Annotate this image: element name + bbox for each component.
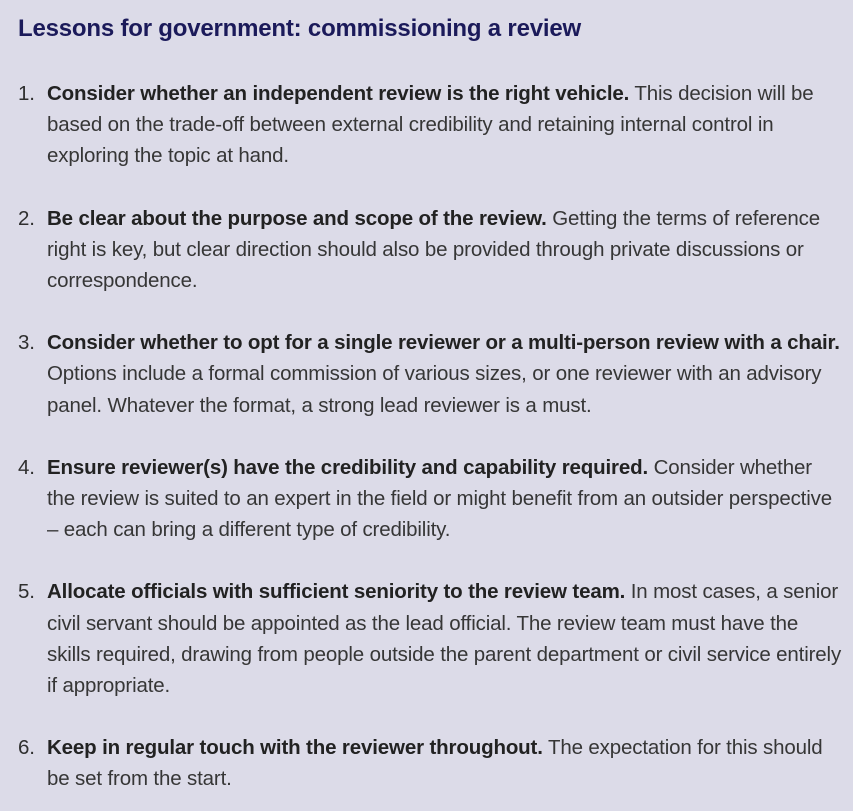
item-number: 3.	[18, 331, 35, 355]
item-text: This decision will be based on the trade-off between external credibility and retaining internal control in exploring the topic at hand.	[47, 82, 814, 168]
item-text: Consider whether the review is suited to an expert in the field or might benefit from an outsider perspective – each can bring a different type of credibility.	[47, 455, 832, 542]
item-heading: Consider whether an independent review is the right vehicle.	[47, 82, 630, 105]
item-heading: Be clear about the purpose and scope of the review.	[47, 206, 547, 230]
list-item	[18, 78, 843, 172]
item-heading: Ensure reviewer(s) have the credibility and capability required.	[47, 455, 649, 479]
list-item	[18, 327, 843, 421]
list-item	[18, 452, 843, 546]
lessons-list	[18, 78, 843, 795]
item-number: 4.	[18, 455, 35, 479]
item-number: 1.	[18, 82, 35, 105]
item-text: Options include a formal commission of various sizes, or one reviewer with an advisory panel. Whatever the format, a strong lead reviewer is a must.	[47, 362, 822, 417]
item-number: 5.	[18, 580, 35, 604]
item-number: 6.	[18, 736, 35, 760]
item-heading: Consider whether to opt for a single reviewer or a multi-person review with a chair.	[47, 331, 840, 355]
item-text: Getting the terms of reference right is key, but clear direction should also be provided through private discussions or correspondence.	[47, 206, 821, 293]
item-text: The expectation for this should be set from the start.	[47, 736, 823, 791]
item-number: 2.	[18, 206, 35, 230]
list-item	[18, 732, 843, 794]
page-title: Lessons for government: commissioning a review	[18, 15, 581, 42]
item-heading: Keep in regular touch with the reviewer throughout.	[47, 736, 543, 760]
item-text: In most cases, a senior civil servant should be appointed as the lead official. The review team must have the skills required, drawing from people outside the parent department or civil service entirely if appropriate.	[47, 580, 842, 698]
item-heading: Allocate officials with sufficient seniority to the review team.	[47, 580, 626, 604]
list-item	[18, 203, 843, 297]
list-item	[18, 576, 843, 701]
